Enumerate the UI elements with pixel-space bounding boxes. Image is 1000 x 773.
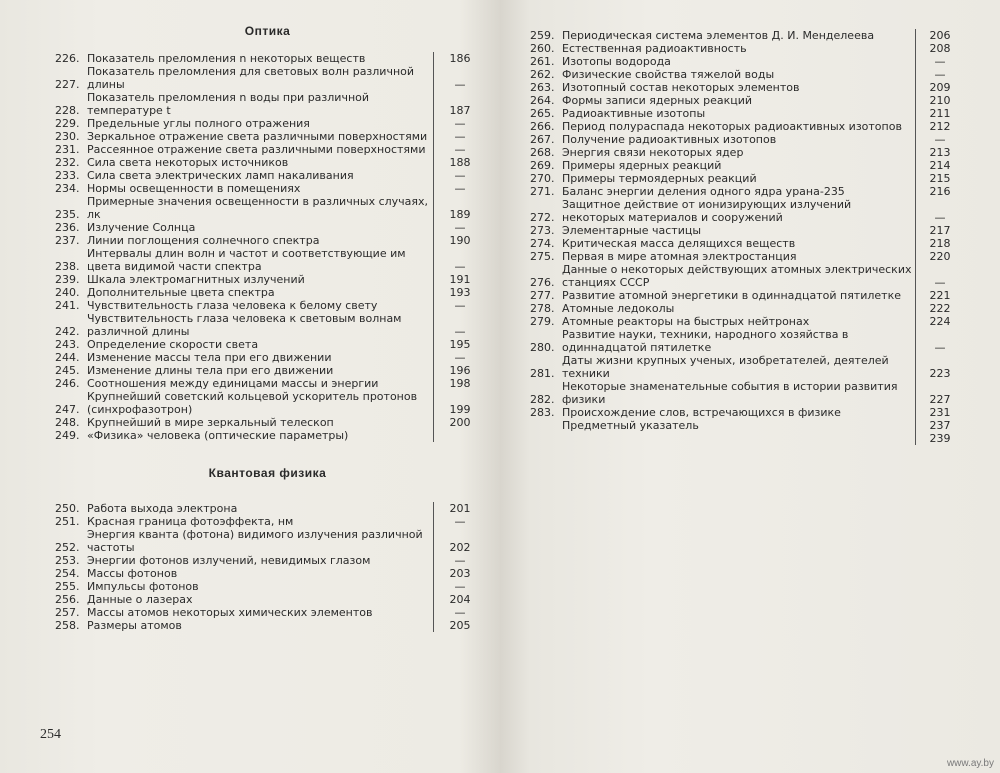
- entry-number: 268.: [530, 146, 555, 159]
- entry-page: —: [934, 133, 946, 146]
- toc-entry: [530, 406, 960, 419]
- entry-page: —: [454, 182, 466, 195]
- entry-number: 249.: [55, 429, 80, 442]
- entry-page: 210: [929, 94, 951, 107]
- entry-page: 203: [449, 567, 471, 580]
- entry-page: 216: [929, 185, 951, 198]
- toc-entry: [530, 263, 960, 289]
- toc-entry: [55, 143, 480, 156]
- entry-title: Периодическая система элементов Д. И. Менделеева: [562, 29, 875, 42]
- entry-page: 208: [929, 42, 951, 55]
- entry-number: 229.: [55, 117, 80, 130]
- entry-title: Работа выхода электрона: [87, 502, 238, 515]
- toc-entry: [55, 593, 480, 606]
- entry-title: Чувствительность глаза человека к белому свету: [87, 299, 378, 312]
- entry-title: Получение радиоактивных изотопов: [562, 133, 777, 146]
- entry-title: Предельные углы полного отражения: [87, 117, 310, 130]
- entry-page: 202: [449, 541, 471, 554]
- entry-page: 193: [449, 286, 471, 299]
- entry-page: 199: [449, 403, 471, 416]
- toc-entry: [55, 234, 480, 247]
- entry-page: 211: [929, 107, 951, 120]
- entry-number: 235.: [55, 208, 80, 221]
- entry-number: 246.: [55, 377, 80, 390]
- entry-title: Баланс энергии деления одного ядра урана-235: [562, 185, 845, 198]
- entry-number: 234.: [55, 182, 80, 195]
- entry-page: —: [454, 78, 466, 91]
- entry-number: 226.: [55, 52, 80, 65]
- entry-number: 239.: [55, 273, 80, 286]
- entry-number: 270.: [530, 172, 555, 185]
- entry-page: 200: [449, 416, 471, 429]
- entry-title: Излучение Солнца: [87, 221, 196, 234]
- entry-number: 259.: [530, 29, 555, 42]
- entry-number: 276.: [530, 276, 555, 289]
- toc-entry: [55, 390, 480, 416]
- entry-title: Крупнейший в мире зеркальный телескоп: [87, 416, 334, 429]
- toc-entry: [55, 606, 480, 619]
- entry-title: Дополнительные цвета спектра: [87, 286, 275, 299]
- entry-title: Развитие науки, техники, народного хозяйства в одиннадцатой пятилетке: [562, 328, 849, 354]
- toc-entry: [55, 364, 480, 377]
- entry-page: 209: [929, 81, 951, 94]
- toc-entry: [55, 221, 480, 234]
- entry-page: 196: [449, 364, 471, 377]
- toc-entry: [530, 120, 960, 133]
- entry-number: 252.: [55, 541, 80, 554]
- toc-entry: [530, 289, 960, 302]
- toc-entry: [530, 146, 960, 159]
- entry-page: 212: [929, 120, 951, 133]
- entry-title: Предметный указатель: [562, 419, 699, 432]
- toc-entry: [55, 52, 480, 65]
- entry-number: 279.: [530, 315, 555, 328]
- toc-optics: [55, 52, 480, 442]
- toc-entry: [530, 81, 960, 94]
- entry-title: Примеры термоядерных реакций: [562, 172, 757, 185]
- entry-title: Крупнейший советский кольцевой ускоритель протонов (синхрофазотрон): [87, 390, 418, 416]
- entry-page: 195: [449, 338, 471, 351]
- toc-entry: [530, 42, 960, 55]
- entry-title: Импульсы фотонов: [87, 580, 199, 593]
- toc-entry: [55, 416, 480, 429]
- entry-title: Шкала электромагнитных излучений: [87, 273, 305, 286]
- entry-number: 260.: [530, 42, 555, 55]
- entry-page: —: [934, 68, 946, 81]
- toc-entry: [55, 117, 480, 130]
- entry-number: 257.: [55, 606, 80, 619]
- entry-number: 269.: [530, 159, 555, 172]
- entry-page: 224: [929, 315, 951, 328]
- entry-number: 263.: [530, 81, 555, 94]
- entry-page: —: [454, 515, 466, 528]
- entry-page: 218: [929, 237, 951, 250]
- entry-title: Чувствительность глаза человека к световым волнам различной длины: [87, 312, 402, 338]
- toc-entry: [55, 580, 480, 593]
- toc-entry: [55, 515, 480, 528]
- entry-title: Изотопный состав некоторых элементов: [562, 81, 800, 94]
- right-page: [500, 0, 1000, 773]
- toc-entry: [530, 133, 960, 146]
- entry-number: 232.: [55, 156, 80, 169]
- entry-number: 273.: [530, 224, 555, 237]
- entry-page: —: [454, 117, 466, 130]
- entry-number: 230.: [55, 130, 80, 143]
- entry-page: —: [454, 580, 466, 593]
- toc-entry: [55, 338, 480, 351]
- entry-number: 241.: [55, 299, 80, 312]
- entry-number: 244.: [55, 351, 80, 364]
- entry-title: Первая в мире атомная электростанция: [562, 250, 797, 263]
- toc-entry: [530, 432, 960, 445]
- entry-title: Рассеянное отражение света различными поверхностями: [87, 143, 426, 156]
- entry-page: —: [454, 351, 466, 364]
- entry-number: 266.: [530, 120, 555, 133]
- entry-number: 265.: [530, 107, 555, 120]
- entry-page: 190: [449, 234, 471, 247]
- entry-title: Даты жизни крупных ученых, изобретателей, деятелей техники: [562, 354, 889, 380]
- entry-title: Развитие атомной энергетики в одиннадцатой пятилетке: [562, 289, 901, 302]
- entry-page: —: [454, 554, 466, 567]
- toc-entry: [530, 315, 960, 328]
- entry-page: 214: [929, 159, 951, 172]
- entry-title: Примерные значения освещенности в различных случаях, лк: [87, 195, 429, 221]
- entry-page: 198: [449, 377, 471, 390]
- toc-entry: [55, 554, 480, 567]
- section-title-quantum: Квантовая физика: [208, 466, 327, 480]
- entry-number: 242.: [55, 325, 80, 338]
- entry-title: Размеры атомов: [87, 619, 182, 632]
- entry-title: Нормы освещенности в помещениях: [87, 182, 301, 195]
- page-number: 254: [40, 727, 61, 742]
- toc-entry: [55, 312, 480, 338]
- entry-page: 221: [929, 289, 951, 302]
- entry-title: Зеркальное отражение света различными поверхностями: [87, 130, 428, 143]
- toc-entry: [530, 172, 960, 185]
- entry-number: 247.: [55, 403, 80, 416]
- toc-entry: [55, 429, 480, 442]
- entry-page: 187: [449, 104, 471, 117]
- entry-title: Показатель преломления n некоторых веществ: [87, 52, 366, 65]
- entry-page: 220: [929, 250, 951, 263]
- entry-page: 206: [929, 29, 951, 42]
- entry-title: Некоторые знаменательные события в истории развития физики: [562, 380, 898, 406]
- entry-title: Соотношения между единицами массы и энергии: [87, 377, 379, 390]
- toc-entry: [55, 182, 480, 195]
- entry-number: 251.: [55, 515, 80, 528]
- entry-page: 223: [929, 367, 951, 380]
- toc-entry: [530, 159, 960, 172]
- entry-page: —: [454, 221, 466, 234]
- entry-page: —: [934, 211, 946, 224]
- entry-number: 282.: [530, 393, 555, 406]
- entry-number: 233.: [55, 169, 80, 182]
- entry-number: 243.: [55, 338, 80, 351]
- toc-entry: [530, 198, 960, 224]
- toc-entry: [55, 91, 480, 117]
- toc-entry: [530, 224, 960, 237]
- entry-title: Данные о лазерах: [87, 593, 193, 606]
- entry-number: 240.: [55, 286, 80, 299]
- entry-number: 277.: [530, 289, 555, 302]
- entry-number: 272.: [530, 211, 555, 224]
- toc-entry: [530, 328, 960, 354]
- entry-page: —: [934, 276, 946, 289]
- toc-entry: [530, 419, 960, 432]
- entry-page: —: [934, 341, 946, 354]
- entry-number: 227.: [55, 78, 80, 91]
- entry-page: 201: [449, 502, 471, 515]
- entry-page: —: [454, 606, 466, 619]
- section-title-optics: Оптика: [244, 24, 291, 38]
- entry-page: 213: [929, 146, 951, 159]
- entry-title: Формы записи ядерных реакций: [562, 94, 753, 107]
- entry-page: —: [454, 260, 466, 273]
- entry-page: 231: [929, 406, 951, 419]
- toc-entry: [55, 567, 480, 580]
- entry-title: «Физика» человека (оптические параметры): [87, 429, 349, 442]
- entry-title: Критическая масса делящихся веществ: [562, 237, 796, 250]
- entry-title: Сила света электрических ламп накаливания: [87, 169, 354, 182]
- toc-entry: [530, 185, 960, 198]
- entry-page: —: [454, 299, 466, 312]
- entry-number: 255.: [55, 580, 80, 593]
- entry-number: 280.: [530, 341, 555, 354]
- entry-title: Атомные ледоколы: [562, 302, 675, 315]
- entry-number: 267.: [530, 133, 555, 146]
- entry-title: Естественная радиоактивность: [562, 42, 747, 55]
- toc-entry: [55, 156, 480, 169]
- entry-title: Физические свойства тяжелой воды: [562, 68, 775, 81]
- entry-title: Энергия кванта (фотона) видимого излучения различной частоты: [87, 528, 423, 554]
- entry-title: Изотопы водорода: [562, 55, 671, 68]
- entry-page: 227: [929, 393, 951, 406]
- entry-page: —: [454, 325, 466, 338]
- toc-entry: [55, 528, 480, 554]
- entry-title: Примеры ядерных реакций: [562, 159, 722, 172]
- toc-entry: [55, 195, 480, 221]
- entry-number: 231.: [55, 143, 80, 156]
- entry-number: 245.: [55, 364, 80, 377]
- toc-entry: [530, 107, 960, 120]
- entry-number: 248.: [55, 416, 80, 429]
- entry-page: 188: [449, 156, 471, 169]
- entry-title: Данные о некоторых действующих атомных электрических станциях СССР: [562, 263, 912, 289]
- entry-title: Массы атомов некоторых химических элементов: [87, 606, 373, 619]
- toc-nuclear: [530, 29, 960, 445]
- entry-title: Элементарные частицы: [562, 224, 702, 237]
- entry-title: Показатель преломления n воды при различной температуре t: [87, 91, 370, 117]
- entry-number: 256.: [55, 593, 80, 606]
- entry-number: 261.: [530, 55, 555, 68]
- entry-title: Красная граница фотоэффекта, нм: [87, 515, 294, 528]
- entry-title: Происхождение слов, встречающихся в физике: [562, 406, 841, 419]
- entry-number: 283.: [530, 406, 555, 419]
- entry-title: Интервалы длин волн и частот и соответствующие им цвета видимой части спектра: [87, 247, 406, 273]
- toc-entry: [530, 68, 960, 81]
- toc-entry: [55, 247, 480, 273]
- toc-entry: [55, 377, 480, 390]
- entry-number: 238.: [55, 260, 80, 273]
- toc-entry: [55, 130, 480, 143]
- entry-title: Период полураспада некоторых радиоактивных изотопов: [562, 120, 902, 133]
- entry-number: 258.: [55, 619, 80, 632]
- entry-number: 264.: [530, 94, 555, 107]
- toc-entry: [55, 299, 480, 312]
- toc-entry: [530, 250, 960, 263]
- entry-title: Массы фотонов: [87, 567, 178, 580]
- toc-entry: [55, 619, 480, 632]
- entry-number: 274.: [530, 237, 555, 250]
- entry-number: 275.: [530, 250, 555, 263]
- toc-quantum: [55, 502, 480, 632]
- toc-entry: [530, 55, 960, 68]
- entry-page: 237: [929, 419, 951, 432]
- entry-page: —: [454, 143, 466, 156]
- entry-title: Защитное действие от ионизирующих излучений некоторых материалов и сооружений: [562, 198, 852, 224]
- entry-number: 228.: [55, 104, 80, 117]
- entry-title: Радиоактивные изотопы: [562, 107, 706, 120]
- entry-page: 186: [449, 52, 471, 65]
- entry-page: 217: [929, 224, 951, 237]
- entry-page: 222: [929, 302, 951, 315]
- watermark: www.ay.by: [946, 758, 994, 769]
- toc-entry: [530, 302, 960, 315]
- toc-entry: [55, 273, 480, 286]
- toc-entry: [55, 351, 480, 364]
- toc-entry: [530, 354, 960, 380]
- entry-page: 205: [449, 619, 471, 632]
- entry-number: 250.: [55, 502, 80, 515]
- entry-number: 254.: [55, 567, 80, 580]
- entry-page: 215: [929, 172, 951, 185]
- toc-entry: [55, 169, 480, 182]
- entry-title: Сила света некоторых источников: [87, 156, 289, 169]
- toc-entry: [530, 380, 960, 406]
- entry-title: Энергии фотонов излучений, невидимых глазом: [87, 554, 371, 567]
- entry-number: 278.: [530, 302, 555, 315]
- entry-title: Изменение массы тела при его движении: [87, 351, 332, 364]
- toc-entry: [55, 502, 480, 515]
- entry-title: Энергия связи некоторых ядер: [562, 146, 744, 159]
- toc-entry: [530, 29, 960, 42]
- entry-page: 204: [449, 593, 471, 606]
- entry-page: 189: [449, 208, 471, 221]
- entry-page: —: [454, 130, 466, 143]
- entry-title: Атомные реакторы на быстрых нейтронах: [562, 315, 810, 328]
- entry-title: Определение скорости света: [87, 338, 259, 351]
- toc-entry: [55, 65, 480, 91]
- toc-entry: [55, 286, 480, 299]
- entry-page: 239: [929, 432, 951, 445]
- entry-number: 271.: [530, 185, 555, 198]
- entry-page: —: [934, 55, 946, 68]
- entry-title: Показатель преломления для световых волн различной длины: [87, 65, 415, 91]
- entry-page: —: [454, 169, 466, 182]
- entry-number: 237.: [55, 234, 80, 247]
- entry-title: Линии поглощения солнечного спектра: [87, 234, 320, 247]
- entry-page: 191: [449, 273, 471, 286]
- entry-number: 253.: [55, 554, 80, 567]
- entry-number: 281.: [530, 367, 555, 380]
- entry-number: 236.: [55, 221, 80, 234]
- entry-number: 262.: [530, 68, 555, 81]
- toc-entry: [530, 94, 960, 107]
- entry-title: Изменение длины тела при его движении: [87, 364, 334, 377]
- toc-entry: [530, 237, 960, 250]
